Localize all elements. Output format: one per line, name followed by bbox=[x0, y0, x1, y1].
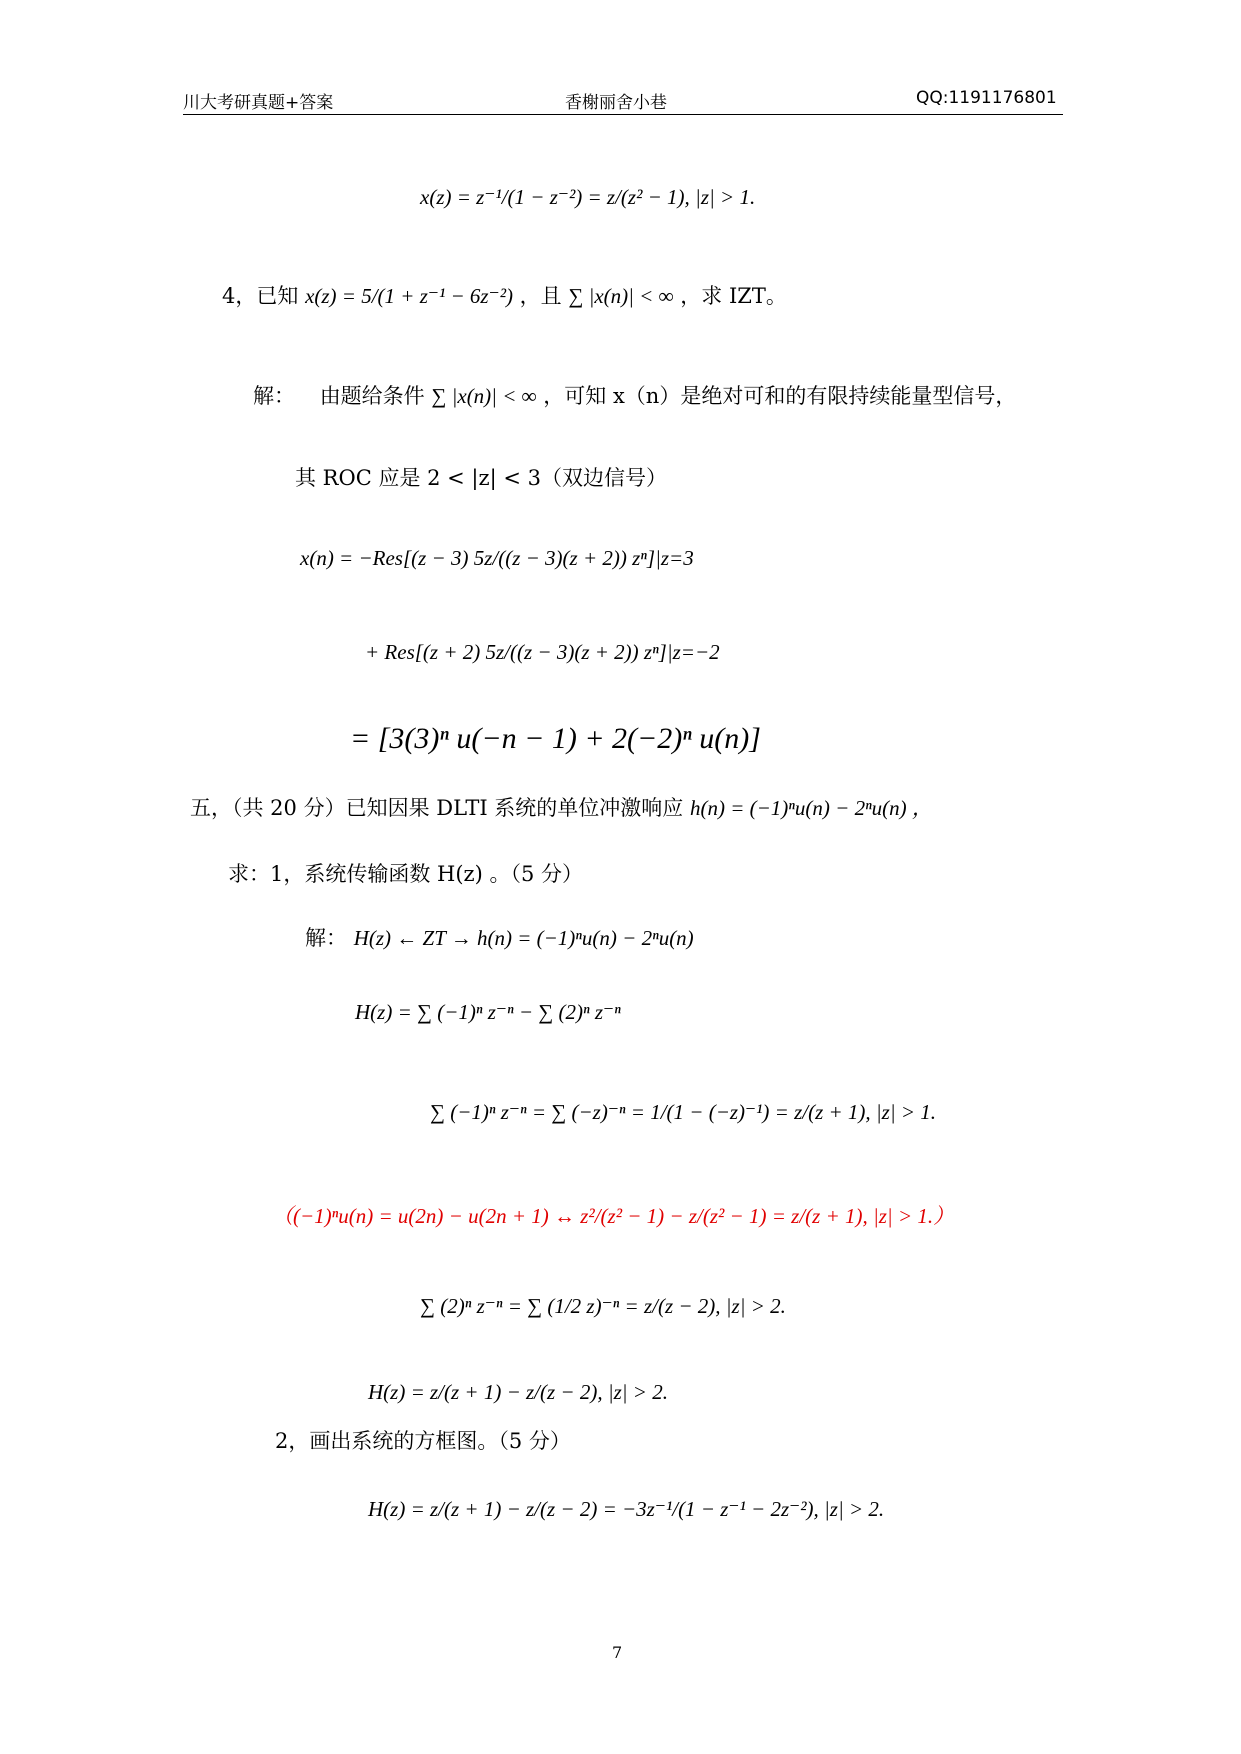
hz-sum-line: H(z) = ∑ (−1)ⁿ z⁻ⁿ − ∑ (2)ⁿ z⁻ⁿ bbox=[355, 1000, 621, 1024]
header-rule bbox=[183, 114, 1063, 115]
solution-5-zt bbox=[305, 922, 694, 952]
hz-block-form: H(z) = z/(z + 1) − z/(z − 2) = −3z⁻¹/(1 − z⁻¹ − 2z⁻²), |z| > 2. bbox=[368, 1497, 885, 1521]
q4-prefix: 4，已知 bbox=[222, 284, 299, 308]
solution-intro bbox=[253, 380, 1016, 410]
residue-line-2: + Res[(z + 2) 5z/((z − 3)(z + 2)) zⁿ]|z=−2 bbox=[365, 640, 720, 664]
solution-text-1: 由题给条件 bbox=[319, 384, 425, 408]
q4-mid: ，且 bbox=[519, 284, 562, 308]
solution-5-label: 解： bbox=[305, 926, 347, 950]
page-number: 7 bbox=[612, 1643, 623, 1662]
solution-label: 解： bbox=[253, 384, 295, 408]
header-center: 香榭丽舍小巷 bbox=[565, 93, 667, 113]
question-5 bbox=[190, 792, 933, 822]
q5-text: 五，（共 20 分）已知因果 DLTI 系统的单位冲激响应 bbox=[190, 796, 684, 820]
equation-line-1: x(z) = z⁻¹/(1 − z⁻²) = z/(z² − 1), |z| > 1. bbox=[420, 185, 756, 209]
residue-line-1: x(n) = −Res[(z − 3) 5z/((z − 3)(z + 2)) zⁿ]|z=3 bbox=[300, 546, 694, 570]
hz-sum-negative: ∑ (−1)ⁿ z⁻ⁿ = ∑ (−z)⁻ⁿ = 1/(1 − (−z)⁻¹) = z/(z + 1), |z| > 1. bbox=[430, 1100, 937, 1124]
question-4 bbox=[222, 280, 787, 310]
q4-condition: ∑ |x(n)| < ∞ bbox=[568, 284, 674, 308]
question-5-part-1: 求：1，系统传输函数 H(z) 。（5 分） bbox=[228, 862, 584, 886]
result-line: = [3(3)ⁿ u(−n − 1) + 2(−2)ⁿ u(n)] bbox=[350, 722, 761, 755]
question-5-part-2: 2，画出系统的方框图。（5 分） bbox=[275, 1429, 571, 1453]
red-note-line: （(−1)ⁿu(n) = u(2n) − u(2n + 1) ↔ z²/(z² − 1) − z/(z² − 1) = z/(z + 1), |z| > 1.） bbox=[272, 1204, 955, 1228]
solution-condition: ∑ |x(n)| < ∞ bbox=[431, 384, 537, 408]
header-right: QQ:1191176801 bbox=[916, 88, 1057, 108]
header-left: 川大考研真题+答案 bbox=[183, 93, 334, 113]
hz-sum-positive: ∑ (2)ⁿ z⁻ⁿ = ∑ (1/2 z)⁻ⁿ = z/(z − 2), |z| > 2. bbox=[420, 1294, 786, 1318]
q5-equation: h(n) = (−1)ⁿu(n) − 2ⁿu(n) ， bbox=[689, 796, 933, 820]
hz-result: H(z) = z/(z + 1) − z/(z − 2), |z| > 2. bbox=[368, 1380, 668, 1404]
solution-text-2: ，可知 x（n）是绝对可和的有限持续能量型信号， bbox=[543, 384, 1017, 408]
q4-suffix: ，求 IZT。 bbox=[680, 284, 787, 308]
q4-equation: x(z) = 5/(1 + z⁻¹ − 6z⁻²) bbox=[305, 284, 513, 308]
roc-line: 其 ROC 应是 2 < |z| < 3（双边信号） bbox=[295, 466, 667, 490]
solution-5-equation: H(z) ← ZT → h(n) = (−1)ⁿu(n) − 2ⁿu(n) bbox=[353, 926, 694, 950]
